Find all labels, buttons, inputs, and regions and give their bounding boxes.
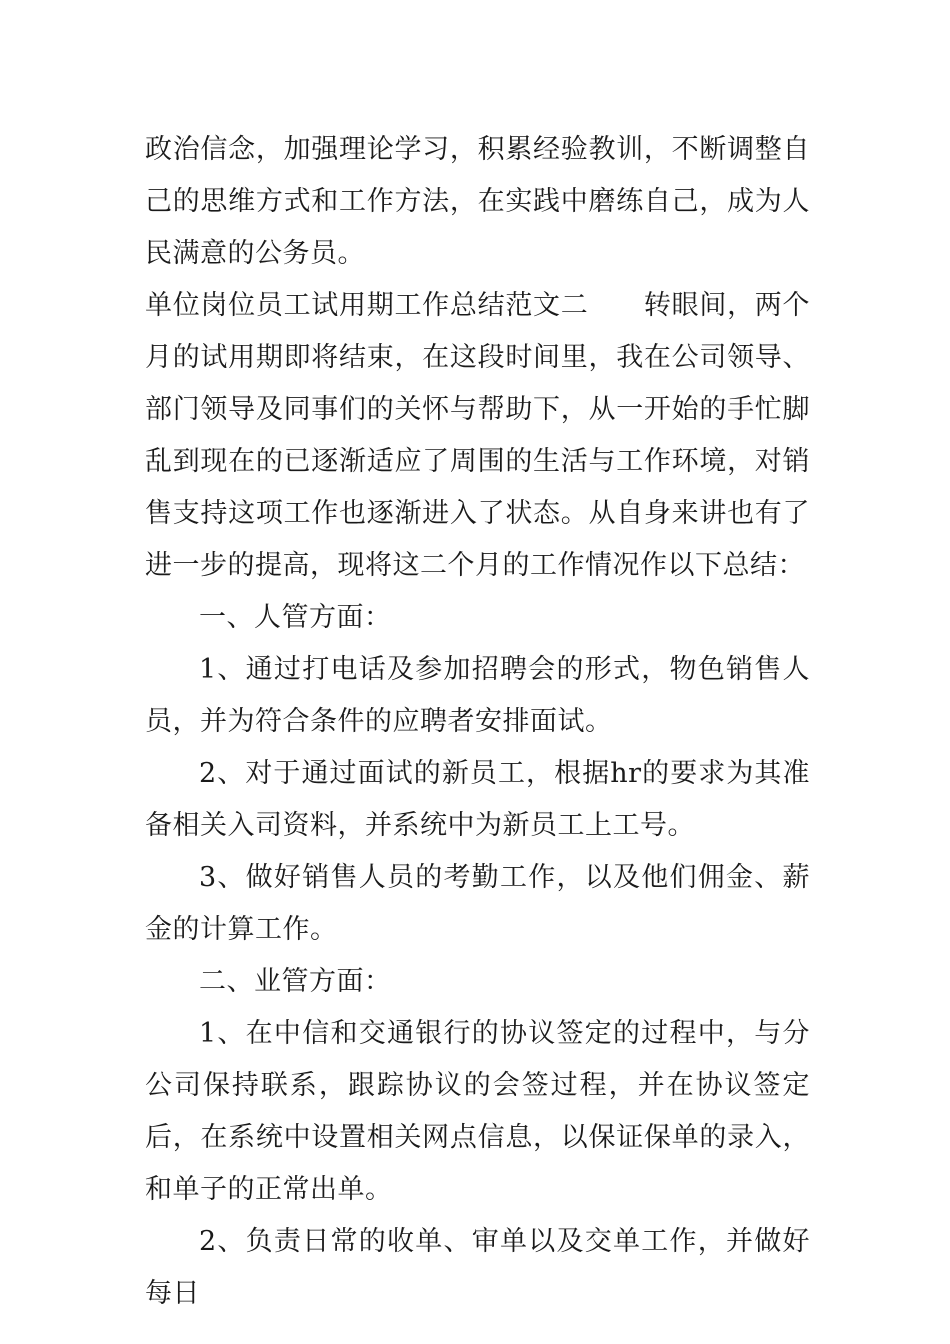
paragraph-business-item-1: 1、在中信和交通银行的协议签定的过程中，与分公司保持联系，跟踪协议的会签过程，并在协议签定后，在系统中设置相关网点信息，以保证保单的录入，和单子的正常出单。 bbox=[145, 1018, 810, 1205]
paragraph-personnel-item-1: 1、通过打电话及参加招聘会的形式，物色销售人员，并为符合条件的应聘者安排面试。 bbox=[145, 654, 810, 737]
heading-business-management: 二、业管方面： bbox=[199, 966, 392, 997]
paragraph-business-item-2: 2、负责日常的收单、审单以及交单工作，并做好每日 bbox=[145, 1226, 810, 1309]
paragraph-personnel-item-2: 2、对于通过面试的新员工，根据hr的要求为其准备相关入司资料，并系统中为新员工上工号。 bbox=[145, 758, 810, 841]
paragraph-intro-continuation: 政治信念，加强理论学习，积累经验教训，不断调整自己的思维方式和工作方法，在实践中磨练自己，成为人民满意的公务员。 bbox=[145, 134, 810, 269]
paragraph-personnel-item-3: 3、做好销售人员的考勤工作，以及他们佣金、薪金的计算工作。 bbox=[145, 862, 810, 945]
document-body bbox=[145, 124, 810, 1320]
paragraph-section-title-and-intro: 单位岗位员工试用期工作总结范文二 转眼间，两个月的试用期即将结束，在这段时间里，我在公司领导、部门领导及同事们的关怀与帮助下，从一开始的手忙脚乱到现在的已逐渐适应了周围的生活与工作环境，对销售支持这项工作也逐渐进入了状态。从自身来讲也有了进一步的提高，现将这二个月的工作情况作以下总结： bbox=[145, 290, 810, 581]
heading-personnel-management: 一、人管方面： bbox=[199, 602, 392, 633]
